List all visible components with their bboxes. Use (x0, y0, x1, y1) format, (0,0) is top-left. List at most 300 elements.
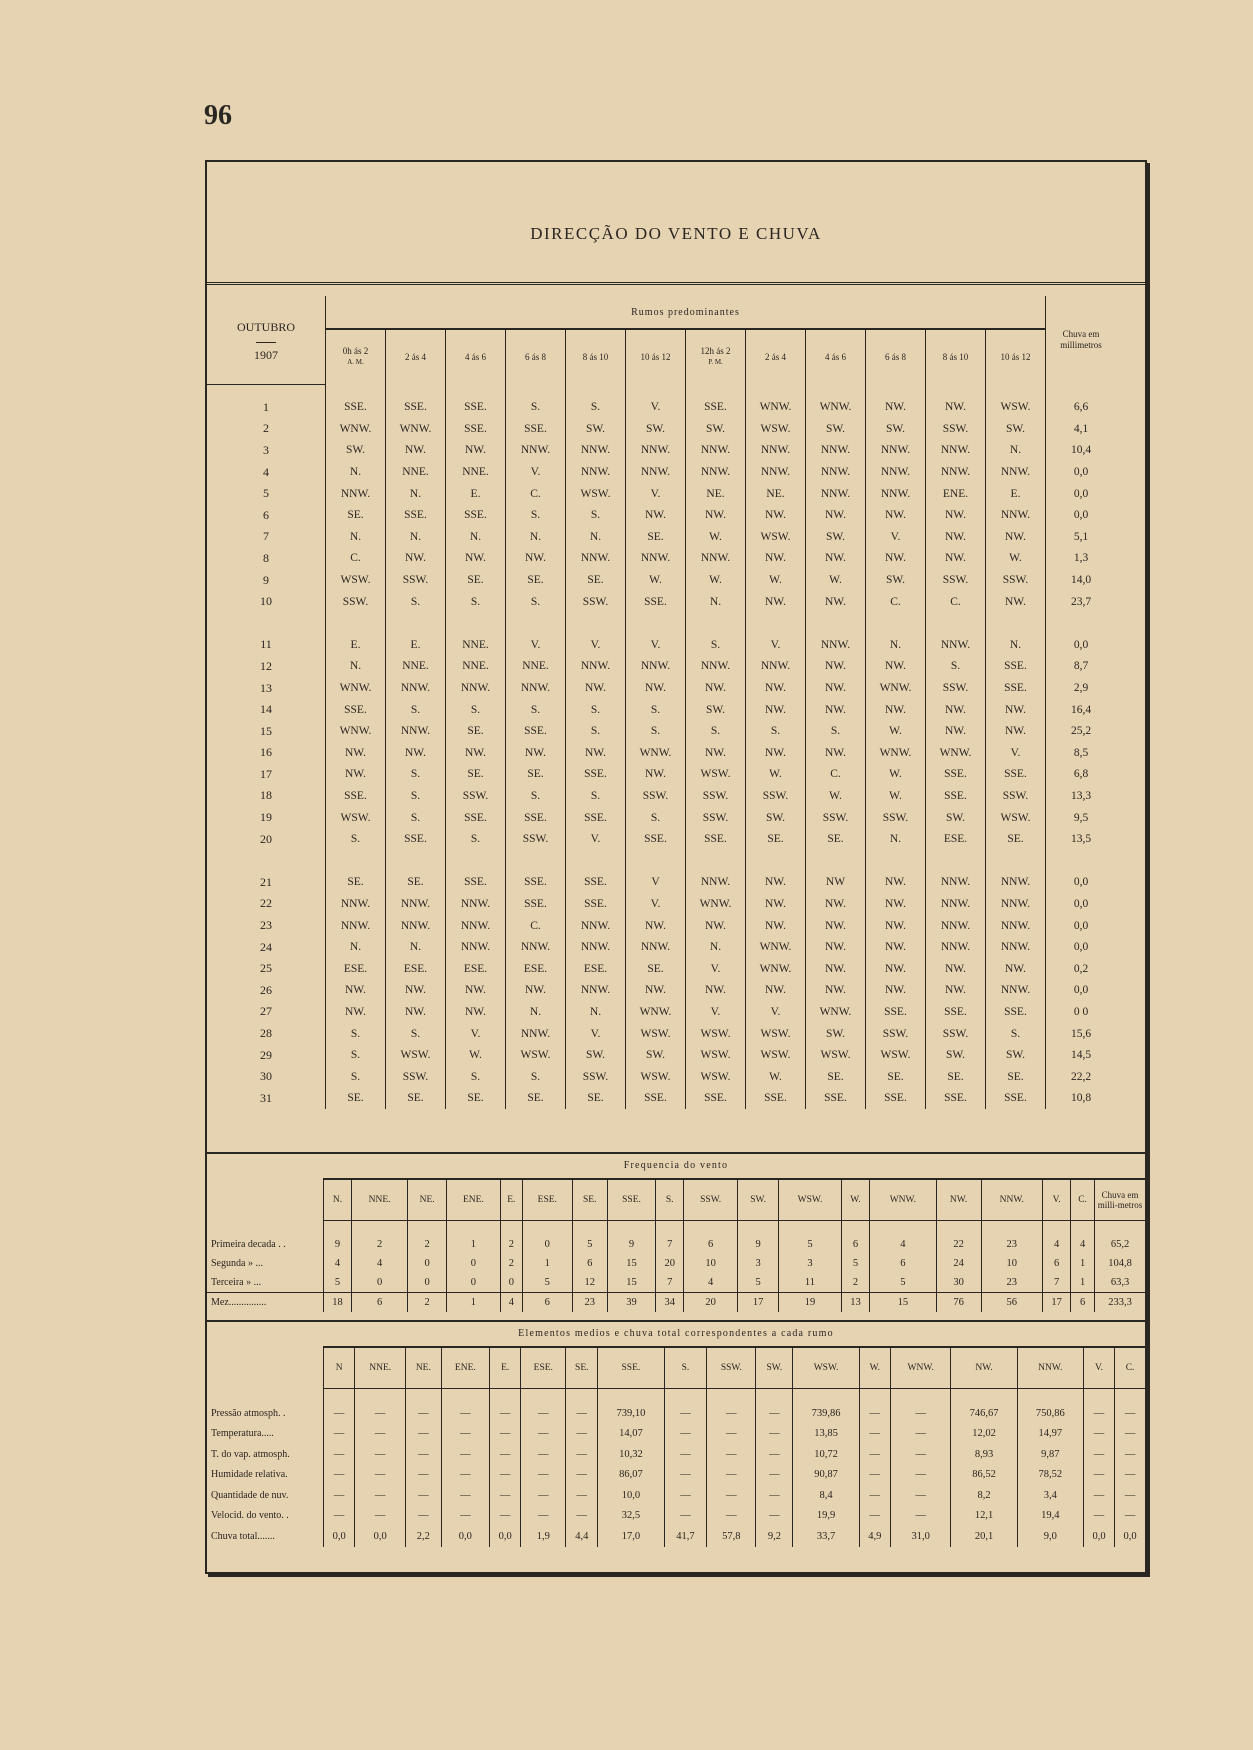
rain-cell: 14,5 (1070, 1049, 1092, 1062)
direction-cell: V. (746, 634, 806, 656)
spacer-row (207, 1221, 1145, 1236)
rain-cell: 14,0 (1070, 574, 1092, 587)
direction-cell: S. (566, 504, 626, 526)
frequency-cell: 2 (352, 1235, 408, 1254)
direction-header: WSW. (779, 1179, 842, 1221)
frequency-cell: 56 (981, 1293, 1043, 1313)
direction-cell: N. (866, 828, 926, 850)
rain-cell: 0,0 (1073, 466, 1089, 479)
frequency-cell: 6 (523, 1293, 573, 1313)
table-row (207, 418, 1116, 440)
element-cell: — (355, 1424, 406, 1445)
frequency-cell: 30 (936, 1273, 981, 1293)
direction-cell: SE. (866, 1066, 926, 1088)
element-cell: — (707, 1403, 756, 1424)
direction-cell: NW. (746, 591, 806, 613)
direction-cell: SSW. (326, 591, 386, 613)
direction-cell: NW. (926, 958, 986, 980)
day-cell: 29 (207, 1044, 326, 1066)
elements-header-row (207, 1347, 1145, 1389)
direction-cell: WSW. (746, 418, 806, 440)
direction-cell: NNW. (326, 893, 386, 915)
direction-cell: NNW. (626, 936, 686, 958)
elements-table (207, 1346, 1145, 1547)
element-cell: 0,0 (355, 1526, 406, 1547)
direction-cell: SE. (926, 1066, 986, 1088)
direction-cell: NE. (746, 483, 806, 505)
direction-cell: NW. (386, 742, 446, 764)
direction-header: C. (1115, 1347, 1145, 1389)
direction-cell: E. (326, 634, 386, 656)
element-cell: — (324, 1506, 355, 1527)
direction-cell: NW. (326, 742, 386, 764)
time-column-label: 0h ás 2 (342, 346, 369, 356)
direction-cell: C. (926, 591, 986, 613)
direction-cell: NW. (686, 980, 746, 1002)
direction-cell: SSE. (986, 1088, 1046, 1110)
element-cell: 746,67 (951, 1403, 1017, 1424)
direction-cell: SSE. (506, 720, 566, 742)
direction-cell: WNW. (626, 1001, 686, 1023)
frequency-cell: 15 (607, 1273, 655, 1293)
direction-cell: SSE. (866, 1088, 926, 1110)
direction-cell: SSE. (626, 591, 686, 613)
time-column-header (446, 329, 506, 384)
direction-cell: NW. (806, 591, 866, 613)
day-cell: 14 (207, 699, 326, 721)
element-cell: — (859, 1424, 890, 1445)
frequency-cell: 12 (572, 1273, 607, 1293)
direction-header: NNW. (981, 1179, 1043, 1221)
frequency-cell: 13 (841, 1293, 869, 1313)
direction-cell: E. (386, 634, 446, 656)
table-row (207, 1044, 1116, 1066)
element-cell: 3,4 (1017, 1485, 1083, 1506)
time-column-header (506, 329, 566, 384)
element-cell: 90,87 (793, 1465, 859, 1486)
rain-cell: 0,0 (1073, 919, 1089, 932)
element-cell: — (890, 1444, 951, 1465)
time-column-label: 2 ás 4 (405, 351, 426, 362)
direction-cell: N. (506, 526, 566, 548)
element-cell: — (890, 1465, 951, 1486)
direction-cell: SE. (746, 828, 806, 850)
direction-cell: SSE. (446, 397, 506, 419)
direction-cell: WSW. (986, 807, 1046, 829)
table-row (207, 980, 1116, 1002)
element-cell: — (1083, 1506, 1114, 1527)
direction-cell: S. (446, 699, 506, 721)
element-cell: — (355, 1506, 406, 1527)
direction-cell: NW. (866, 936, 926, 958)
direction-header: SE. (566, 1347, 598, 1389)
element-cell: — (1083, 1444, 1114, 1465)
rain-cell: 23,7 (1070, 595, 1092, 608)
element-cell: 4,9 (859, 1526, 890, 1547)
direction-cell: NW. (746, 548, 806, 570)
direction-cell: NW. (746, 504, 806, 526)
direction-cell: SSE. (326, 785, 386, 807)
direction-cell: NW. (326, 1001, 386, 1023)
direction-cell: NNW. (746, 656, 806, 678)
direction-cell: NW. (866, 656, 926, 678)
direction-cell: NNW. (806, 461, 866, 483)
direction-cell: SSE. (866, 1001, 926, 1023)
frequency-cell: 5 (870, 1273, 937, 1293)
direction-cell: NW. (926, 548, 986, 570)
element-cell: 8,93 (951, 1444, 1017, 1465)
day-cell: 22 (207, 893, 326, 915)
direction-cell: SE. (806, 1066, 866, 1088)
direction-cell: NNW. (986, 872, 1046, 894)
direction-header: S. (656, 1179, 684, 1221)
table-row (207, 440, 1116, 462)
direction-cell: NNW. (446, 677, 506, 699)
element-cell: 0,0 (1123, 1530, 1137, 1542)
frequency-row (207, 1235, 1145, 1254)
row-label: Temperatura..... (207, 1424, 324, 1445)
direction-header: NE. (408, 1179, 447, 1221)
direction-cell: W. (686, 569, 746, 591)
direction-cell: NNW. (806, 483, 866, 505)
element-cell: 10,0 (598, 1485, 664, 1506)
table-row (207, 893, 1116, 915)
direction-cell: S. (446, 1066, 506, 1088)
element-cell: — (490, 1485, 521, 1506)
direction-cell: NW. (326, 980, 386, 1002)
direction-cell: NW. (806, 677, 866, 699)
element-cell: — (490, 1506, 521, 1527)
direction-cell: SSE. (626, 828, 686, 850)
frequency-cell: 9 (324, 1235, 352, 1254)
direction-cell: W. (806, 785, 866, 807)
direction-cell: SSW. (926, 418, 986, 440)
day-cell: 30 (207, 1066, 326, 1088)
frequency-cell: 10 (981, 1254, 1043, 1273)
direction-cell: WNW. (746, 397, 806, 419)
frequency-row (207, 1273, 1145, 1293)
direction-cell: NW. (746, 872, 806, 894)
direction-cell: SSE. (806, 1088, 866, 1110)
day-cell: 5 (207, 483, 326, 505)
time-column-label: 8 ás 10 (582, 351, 609, 362)
direction-cell: NW. (746, 893, 806, 915)
direction-cell: SE. (386, 872, 446, 894)
element-cell: — (441, 1465, 489, 1486)
direction-header: NW. (936, 1179, 981, 1221)
direction-cell: NW. (806, 980, 866, 1002)
direction-cell: NNW. (626, 440, 686, 462)
day-cell: 4 (207, 461, 326, 483)
time-column-label: 12h ás 2 (700, 346, 731, 356)
direction-cell: SW. (806, 526, 866, 548)
direction-cell: SE. (326, 1088, 386, 1110)
frequency-cell: 6 (352, 1293, 408, 1313)
direction-cell: SE. (446, 764, 506, 786)
table-row (207, 936, 1116, 958)
frequency-rain-cell: 65,2 (1110, 1238, 1130, 1250)
rain-header: Chuva em millimetros (1060, 329, 1102, 350)
element-cell: — (566, 1485, 598, 1506)
day-cell: 3 (207, 440, 326, 462)
frequency-cell: 15 (870, 1293, 937, 1313)
element-cell: — (1124, 1407, 1136, 1419)
direction-cell: SE. (986, 1066, 1046, 1088)
day-cell: 2 (207, 418, 326, 440)
direction-cell: WSW. (686, 1066, 746, 1088)
direction-cell: SE. (566, 1088, 626, 1110)
direction-cell: S. (386, 807, 446, 829)
element-cell: 78,52 (1017, 1465, 1083, 1486)
table-row (207, 1001, 1116, 1023)
day-cell: 27 (207, 1001, 326, 1023)
rain-cell: 0,0 (1073, 487, 1089, 500)
direction-cell: WNW. (746, 958, 806, 980)
direction-cell: SSE. (506, 893, 566, 915)
direction-cell: SSE. (686, 828, 746, 850)
direction-cell: NNW. (446, 893, 506, 915)
table-row (207, 548, 1116, 570)
direction-cell: SE. (326, 504, 386, 526)
direction-cell: SW. (866, 569, 926, 591)
direction-cell: WNW. (926, 742, 986, 764)
rain-cell: 2,9 (1073, 682, 1089, 695)
direction-cell: W. (806, 569, 866, 591)
direction-cell: N. (686, 591, 746, 613)
direction-cell: E. (986, 483, 1046, 505)
direction-cell: NW. (926, 720, 986, 742)
direction-cell: S. (506, 397, 566, 419)
time-column-header (986, 329, 1046, 384)
element-cell: 19,4 (1017, 1506, 1083, 1527)
element-cell: — (490, 1424, 521, 1445)
direction-cell: NW. (386, 548, 446, 570)
time-column-label: 4 ás 6 (825, 351, 846, 362)
direction-cell: SSE. (386, 504, 446, 526)
frequency-cell: 3 (738, 1254, 779, 1273)
direction-cell: ESE. (386, 958, 446, 980)
direction-cell: N. (566, 526, 626, 548)
table-row (207, 634, 1116, 656)
direction-cell: S. (806, 720, 866, 742)
element-cell: — (756, 1444, 793, 1465)
day-cell: 24 (207, 936, 326, 958)
frequency-cell: 0 (447, 1254, 500, 1273)
direction-cell: S. (506, 699, 566, 721)
direction-cell: NW. (506, 548, 566, 570)
direction-cell: S. (626, 699, 686, 721)
frequency-cell: 1 (447, 1293, 500, 1313)
elements-row (207, 1403, 1145, 1424)
direction-header: W. (859, 1347, 890, 1389)
direction-cell: SW. (626, 418, 686, 440)
direction-cell: SE. (506, 1088, 566, 1110)
direction-cell: NNW. (806, 634, 866, 656)
frequency-cell: 23 (572, 1293, 607, 1313)
direction-cell: V. (686, 958, 746, 980)
direction-cell: SE. (446, 569, 506, 591)
element-cell: — (756, 1465, 793, 1486)
element-cell: 17,0 (598, 1526, 664, 1547)
table-row (207, 872, 1116, 894)
table-row (207, 569, 1116, 591)
frequency-cell: 9 (607, 1235, 655, 1254)
element-cell: — (664, 1403, 707, 1424)
element-cell: 20,1 (951, 1526, 1017, 1547)
direction-cell: NW. (986, 720, 1046, 742)
frequency-cell: 5 (523, 1273, 573, 1293)
direction-cell: WNW. (806, 1001, 866, 1023)
direction-header: V. (1083, 1347, 1114, 1389)
direction-cell: NW. (446, 980, 506, 1002)
element-cell: 4,4 (566, 1526, 598, 1547)
day-cell: 9 (207, 569, 326, 591)
frequency-cell: 1 (1071, 1273, 1095, 1293)
direction-cell: SSW. (386, 569, 446, 591)
direction-header: NNE. (355, 1347, 406, 1389)
element-cell: — (521, 1444, 566, 1465)
frequency-cell: 5 (779, 1235, 842, 1254)
direction-cell: SW. (566, 418, 626, 440)
direction-cell: S. (506, 591, 566, 613)
element-cell: — (324, 1424, 355, 1445)
direction-cell: NNW. (986, 461, 1046, 483)
frequency-table (207, 1178, 1145, 1312)
direction-cell: SSE. (446, 418, 506, 440)
rain-cell: 4,1 (1073, 422, 1089, 435)
rain-cell: 0,0 (1073, 941, 1089, 954)
frequency-cell: 2 (408, 1235, 447, 1254)
direction-cell: V. (746, 1001, 806, 1023)
direction-cell: SSW. (506, 828, 566, 850)
element-cell: — (521, 1465, 566, 1486)
direction-cell: SSE. (506, 807, 566, 829)
element-cell: — (441, 1424, 489, 1445)
table-row (207, 915, 1116, 937)
direction-header: SSW. (707, 1347, 756, 1389)
frequency-cell: 39 (607, 1293, 655, 1313)
direction-cell: NNW. (566, 440, 626, 462)
direction-cell: WNW. (326, 418, 386, 440)
direction-cell: NW. (746, 699, 806, 721)
direction-cell: SSE. (446, 504, 506, 526)
rain-cell: 10,4 (1070, 444, 1092, 457)
time-column-header (566, 329, 626, 384)
element-cell: — (441, 1506, 489, 1527)
direction-cell: S. (326, 1023, 386, 1045)
direction-cell: E. (446, 483, 506, 505)
direction-cell: NW. (986, 591, 1046, 613)
direction-cell: SE. (446, 1088, 506, 1110)
direction-cell: SW. (566, 1044, 626, 1066)
frequency-cell: 6 (684, 1235, 738, 1254)
frequency-cell: 18 (324, 1293, 352, 1313)
direction-cell: SE. (626, 958, 686, 980)
table-row (207, 504, 1116, 526)
element-cell: 10,72 (793, 1444, 859, 1465)
day-cell: 25 (207, 958, 326, 980)
frequency-cell: 6 (572, 1254, 607, 1273)
direction-cell: NNW. (626, 461, 686, 483)
spacer-row (207, 850, 1116, 872)
direction-cell: NNW. (866, 440, 926, 462)
direction-cell: SE. (806, 828, 866, 850)
frequency-cell: 5 (324, 1273, 352, 1293)
direction-cell: NW. (926, 526, 986, 548)
elements-row (207, 1526, 1145, 1547)
direction-cell: V. (986, 742, 1046, 764)
direction-cell: N. (866, 634, 926, 656)
direction-cell: N. (386, 526, 446, 548)
day-cell: 31 (207, 1088, 326, 1110)
direction-cell: NW. (866, 504, 926, 526)
direction-cell: NW. (746, 742, 806, 764)
direction-header: SSE. (607, 1179, 655, 1221)
element-cell: — (859, 1506, 890, 1527)
time-column-label: 4 ás 6 (465, 351, 486, 362)
day-cell: 8 (207, 548, 326, 570)
day-cell: 17 (207, 764, 326, 786)
direction-cell: SSW. (686, 785, 746, 807)
rain-cell: 16,4 (1070, 703, 1092, 716)
day-cell: 6 (207, 504, 326, 526)
direction-cell: NW. (446, 440, 506, 462)
direction-cell: WSW. (566, 483, 626, 505)
direction-header: E. (500, 1179, 522, 1221)
direction-cell: NNW. (986, 980, 1046, 1002)
frequency-cell: 15 (607, 1254, 655, 1273)
element-cell: — (406, 1424, 442, 1445)
frequency-row (207, 1293, 1145, 1313)
direction-cell: NNW. (446, 915, 506, 937)
direction-cell: NW. (926, 397, 986, 419)
direction-cell: WSW. (986, 397, 1046, 419)
frequency-cell: 7 (656, 1235, 684, 1254)
direction-cell: SW. (806, 418, 866, 440)
direction-cell: SSE. (566, 807, 626, 829)
day-cell: 18 (207, 785, 326, 807)
direction-cell: NW. (566, 742, 626, 764)
table-row (207, 742, 1116, 764)
wind-direction-table (207, 296, 1116, 1109)
direction-cell: NNW. (566, 980, 626, 1002)
direction-cell: WSW. (326, 807, 386, 829)
element-cell: 2,2 (406, 1526, 442, 1547)
month-header (207, 296, 326, 384)
day-cell: 28 (207, 1023, 326, 1045)
element-cell: — (566, 1444, 598, 1465)
direction-cell: WSW. (746, 1044, 806, 1066)
frequency-cell: 4 (352, 1254, 408, 1273)
direction-cell: NW. (866, 699, 926, 721)
direction-cell: NNW. (326, 915, 386, 937)
direction-cell: NW. (866, 980, 926, 1002)
element-cell: — (859, 1465, 890, 1486)
element-cell: — (566, 1506, 598, 1527)
frequency-cell: 5 (572, 1235, 607, 1254)
direction-cell: SE. (386, 1088, 446, 1110)
time-column-sublabel: A. M. (347, 358, 364, 366)
direction-cell: W. (626, 569, 686, 591)
direction-cell: WSW. (386, 1044, 446, 1066)
elements-row (207, 1485, 1145, 1506)
direction-cell: S. (626, 807, 686, 829)
direction-cell: NNW. (386, 893, 446, 915)
direction-cell: V. (446, 1023, 506, 1045)
direction-cell: NNW. (506, 677, 566, 699)
day-cell: 7 (207, 526, 326, 548)
direction-cell: NNW. (686, 461, 746, 483)
